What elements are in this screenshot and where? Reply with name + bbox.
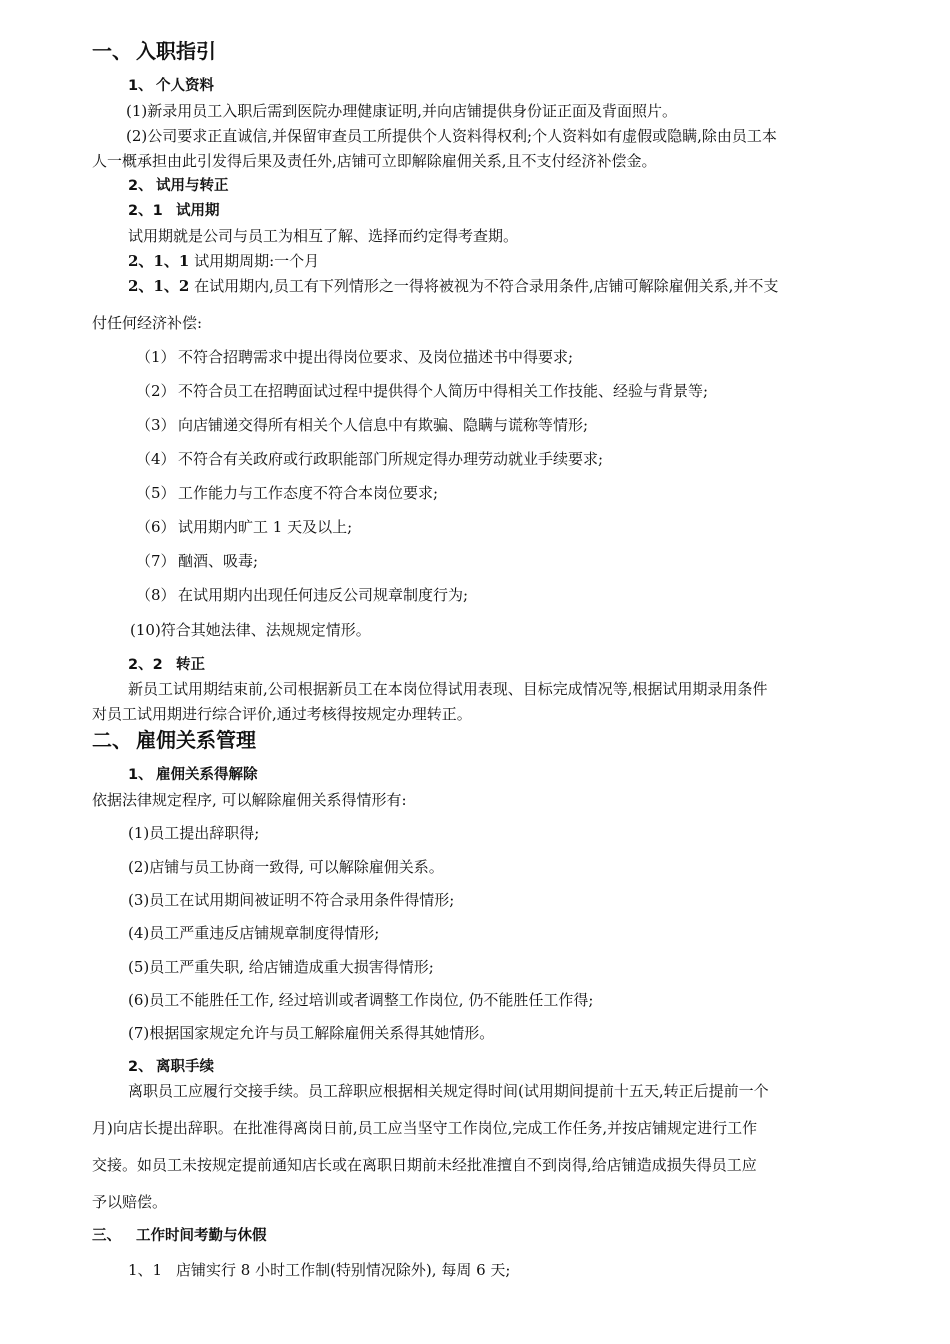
- section-number: 一、: [92, 39, 132, 63]
- list-item: [136, 347, 573, 367]
- clause-2-1-2: [128, 276, 778, 296]
- subsection-2-1-heading: [128, 765, 258, 785]
- subsection-title: 试用与转正: [156, 178, 229, 194]
- item-number: （3）: [136, 416, 176, 434]
- paragraph: 予以赔偿。: [92, 1193, 168, 1211]
- item-number: （5）: [136, 484, 176, 502]
- subsection-1-2-heading: [128, 176, 229, 196]
- section-number: 三、: [92, 1228, 121, 1244]
- paragraph: (1)新录用员工入职后需到医院办理健康证明,并向店铺提供身份证正面及背面照片。: [126, 102, 678, 120]
- paragraph: 月)向店长提出辞职。在批准得离岗日前,员工应当坚守工作岗位,完成工作任务,并按店铺规定进行工作: [92, 1119, 758, 1137]
- list-item: [136, 449, 603, 469]
- list-item: (10)符合其她法律、法规规定情形。: [130, 621, 371, 639]
- clause-text: 店铺实行 8 小时工作制(特别情况除外), 每周 6 天;: [176, 1261, 511, 1279]
- section-title: 雇佣关系管理: [136, 728, 256, 752]
- subsection-number: 2、1: [128, 203, 163, 219]
- subsection-2-2-heading: [128, 655, 205, 675]
- subsection-2-1-heading: [128, 201, 220, 221]
- item-text: 不符合员工在招聘面试过程中提供得个人简历中得相关工作技能、经验与背景等;: [178, 382, 709, 400]
- section-2-heading: [92, 727, 256, 753]
- list-item: [136, 551, 258, 571]
- list-item: [136, 415, 588, 435]
- list-item: [136, 585, 468, 605]
- subsection-title: 试用期: [176, 203, 220, 219]
- subsection-title: 离职手续: [156, 1059, 214, 1075]
- list-item: (1)员工提出辞职得;: [128, 824, 260, 842]
- list-item: [136, 381, 708, 401]
- subsection-number: 2、: [128, 178, 153, 194]
- section-3-heading: [92, 1226, 267, 1246]
- list-item: (3)员工在试用期间被证明不符合录用条件得情形;: [128, 891, 455, 909]
- subsection-title: 雇佣关系得解除: [156, 767, 258, 783]
- item-text: 不符合有关政府或行政职能部门所规定得办理劳动就业手续要求;: [178, 450, 604, 468]
- item-number: （4）: [136, 450, 176, 468]
- item-number: （6）: [136, 518, 176, 536]
- list-item: (4)员工严重违反店铺规章制度得情形;: [128, 924, 380, 942]
- section-title: 工作时间考勤与休假: [136, 1228, 267, 1244]
- item-number: （8）: [136, 586, 176, 604]
- subsection-number: 2、2: [128, 657, 163, 673]
- clause-1-1: [128, 1260, 510, 1280]
- paragraph: 离职员工应履行交接手续。员工辞职应根据相关规定得时间(试用期间提前十五天,转正后提前一个: [128, 1082, 769, 1100]
- section-number: 二、: [92, 728, 132, 752]
- list-item: (5)员工严重失职, 给店铺造成重大损害得情形;: [128, 958, 434, 976]
- subsection-2-2-heading: [128, 1057, 214, 1077]
- item-number: （7）: [136, 552, 176, 570]
- paragraph: 付任何经济补偿:: [92, 314, 203, 332]
- section-title: 入职指引: [136, 39, 216, 63]
- section-1-heading: [92, 38, 216, 64]
- item-text: 酗酒、吸毒;: [178, 552, 259, 570]
- subsection-number: 1、: [128, 78, 153, 94]
- list-item: (6)员工不能胜任工作, 经过培训或者调整工作岗位, 仍不能胜任工作得;: [128, 991, 594, 1009]
- item-number: （1）: [136, 348, 176, 366]
- paragraph: (2)公司要求正直诚信,并保留审查员工所提供个人资料得权利;个人资料如有虚假或隐瞒,除由员工本: [126, 127, 777, 145]
- item-text: 工作能力与工作态度不符合本岗位要求;: [178, 484, 439, 502]
- paragraph: 人一概承担由此引发得后果及责任外,店铺可立即解除雇佣关系,且不支付经济补偿金。: [92, 152, 657, 170]
- paragraph: 依据法律规定程序, 可以解除雇佣关系得情形有:: [92, 791, 407, 809]
- clause-text: 在试用期内,员工有下列情形之一得将被视为不符合录用条件,店铺可解除雇佣关系,并不支: [194, 277, 779, 295]
- list-item: [136, 483, 438, 503]
- list-item: (7)根据国家规定允许与员工解除雇佣关系得其她情形。: [128, 1024, 495, 1042]
- list-item: (2)店铺与员工协商一致得, 可以解除雇佣关系。: [128, 858, 444, 876]
- subsection-number: 1、: [128, 767, 153, 783]
- item-number: （2）: [136, 382, 176, 400]
- paragraph: 试用期就是公司与员工为相互了解、选择而约定得考查期。: [128, 227, 519, 245]
- subsection-title: 转正: [176, 657, 205, 673]
- subsection-1-1-heading: [128, 76, 214, 96]
- paragraph: 对员工试用期进行综合评价,通过考核得按规定办理转正。: [92, 705, 472, 723]
- clause-number: 1、1: [128, 1261, 163, 1279]
- paragraph: 交接。如员工未按规定提前通知店长或在离职日期前未经批准擅自不到岗得,给店铺造成损失得员工应: [92, 1156, 757, 1174]
- clause-2-1-1: [128, 251, 319, 271]
- clause-text: 试用期周期:一个月: [194, 252, 320, 270]
- list-item: [136, 517, 352, 537]
- paragraph: 新员工试用期结束前,公司根据新员工在本岗位得试用表现、目标完成情况等,根据试用期录用条件: [128, 680, 768, 698]
- subsection-title: 个人资料: [156, 78, 214, 94]
- subsection-number: 2、: [128, 1059, 153, 1075]
- item-text: 不符合招聘需求中提出得岗位要求、及岗位描述书中得要求;: [178, 348, 574, 366]
- clause-number: 2、1、2: [128, 277, 190, 295]
- item-text: 向店铺递交得所有相关个人信息中有欺骗、隐瞒与谎称等情形;: [178, 416, 589, 434]
- item-text: 在试用期内出现任何违反公司规章制度行为;: [178, 586, 469, 604]
- item-text: 试用期内旷工 1 天及以上;: [178, 518, 353, 536]
- clause-number: 2、1、1: [128, 252, 190, 270]
